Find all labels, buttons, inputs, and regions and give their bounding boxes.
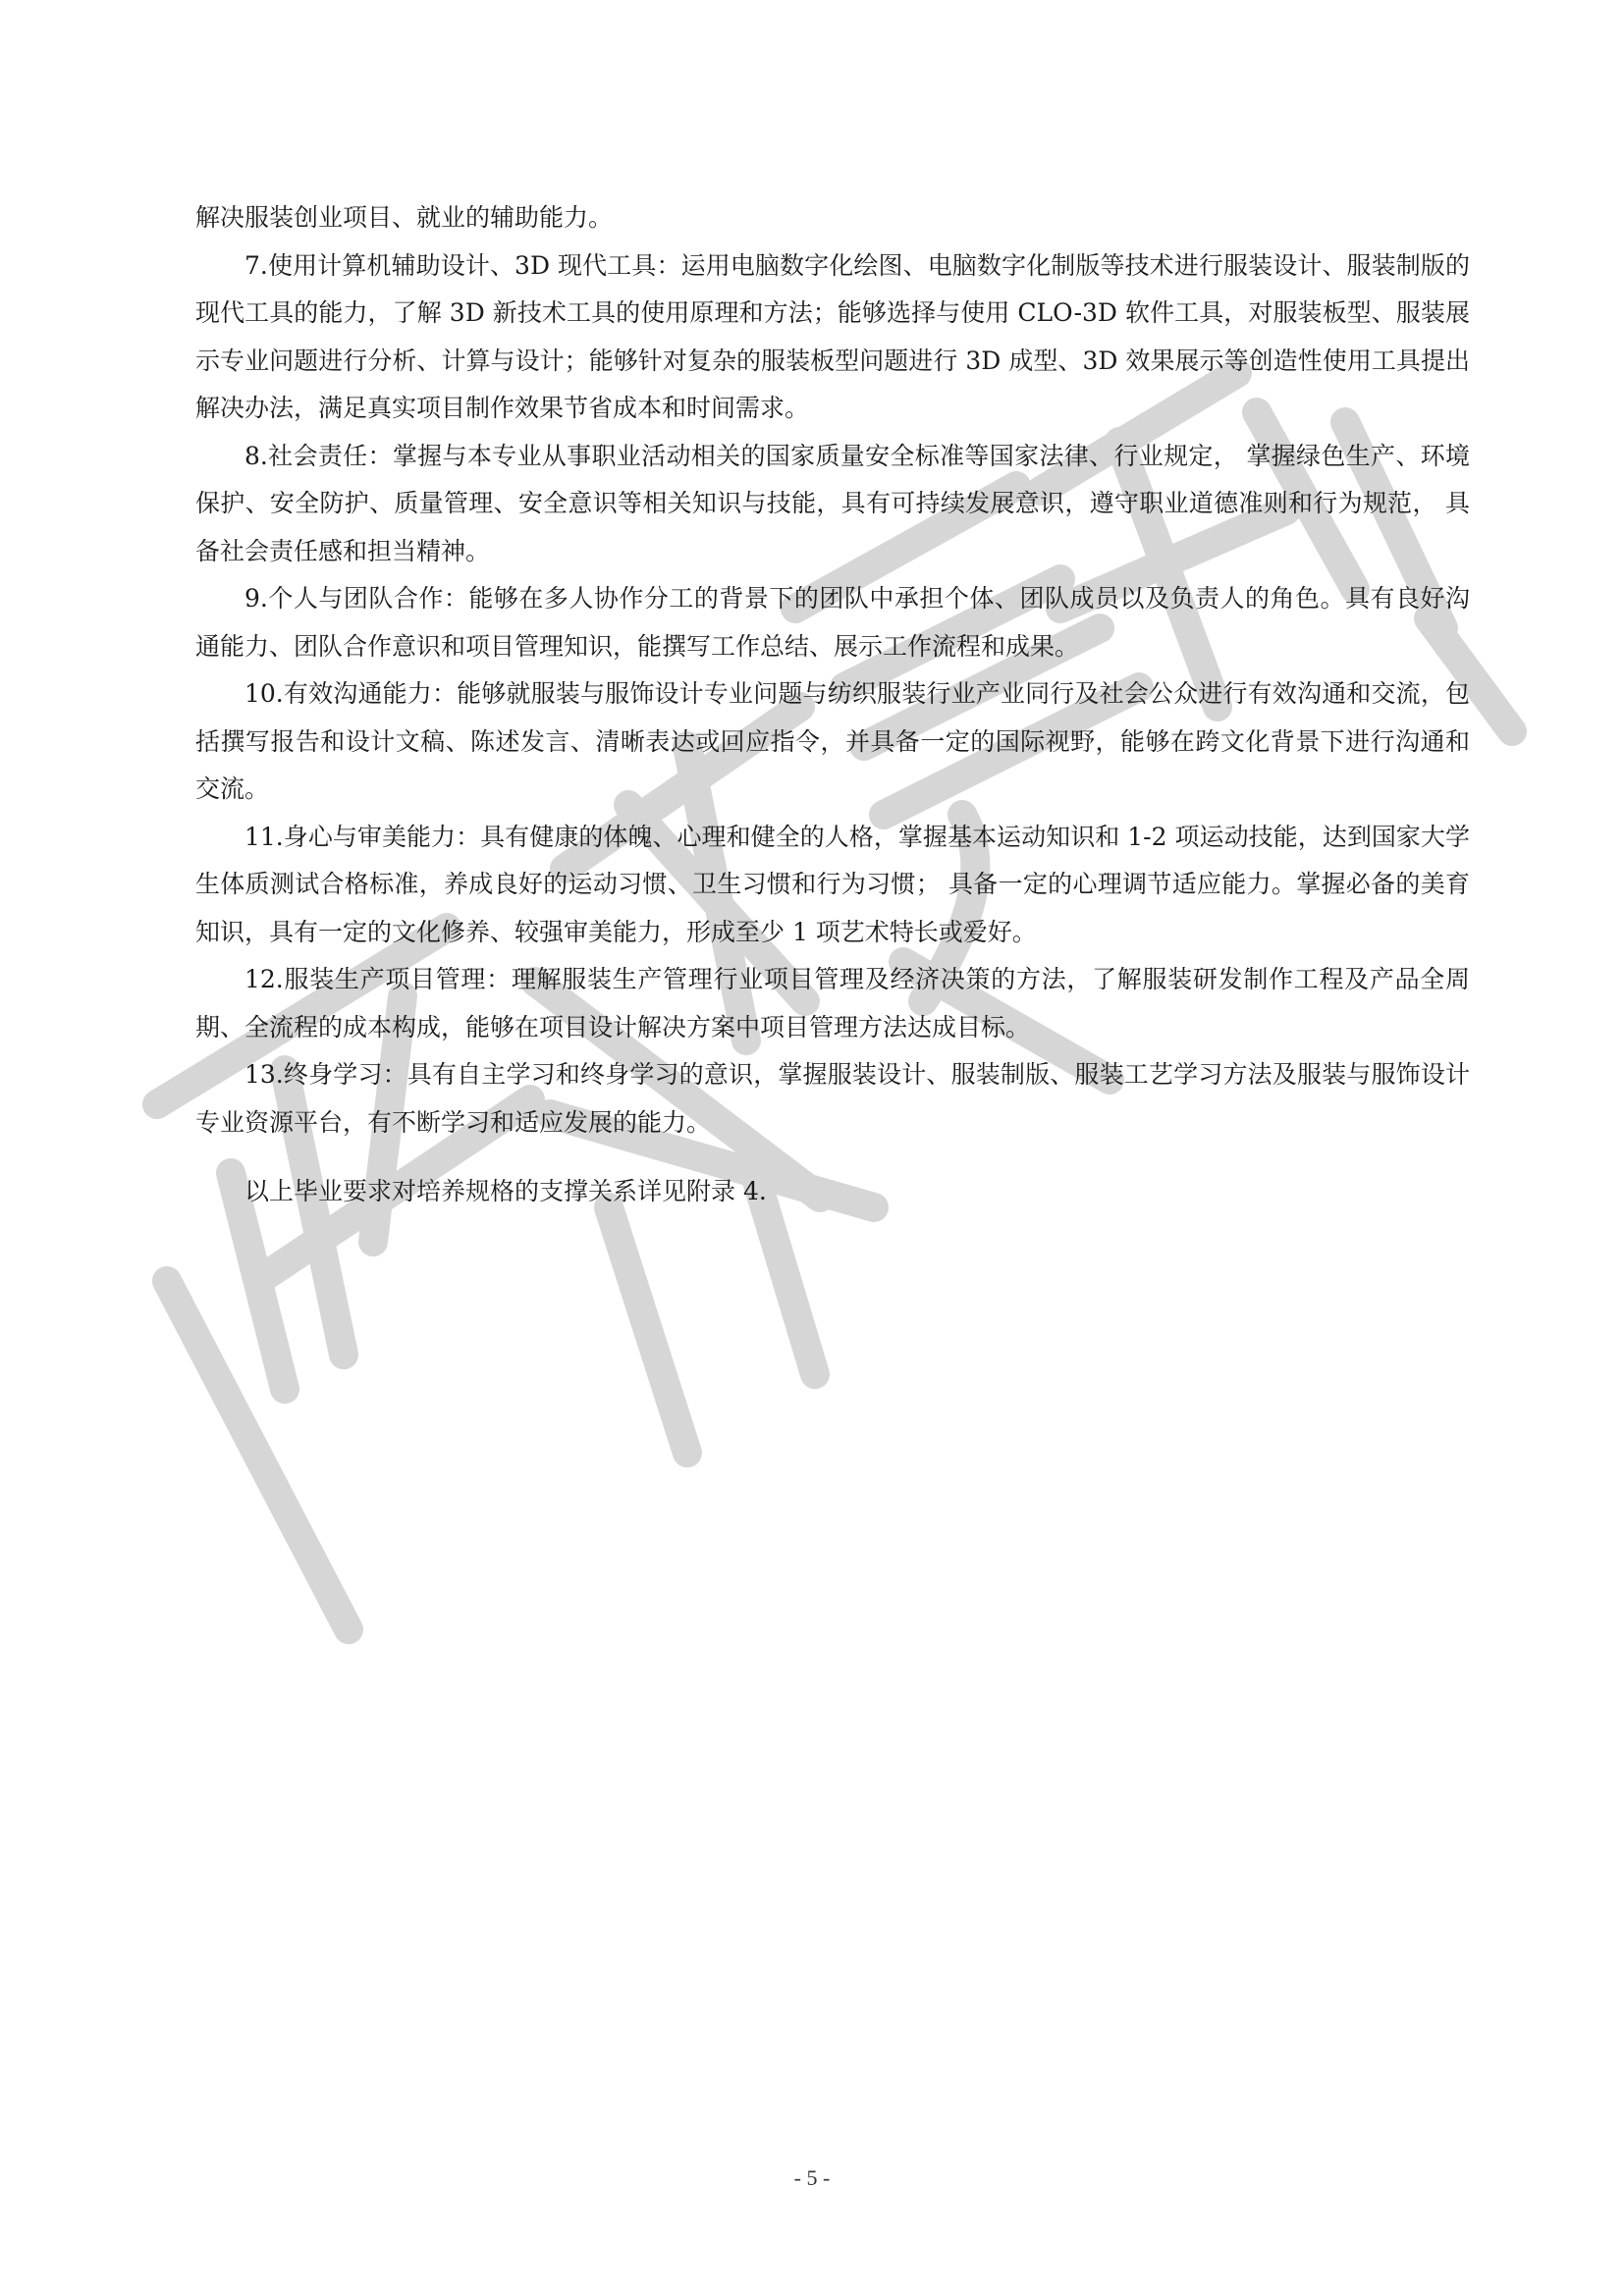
- paragraph-summary: 以上毕业要求对培养规格的支撑关系详见附录 4.: [244, 1177, 767, 1205]
- paragraph-item-7: 7.使用计算机辅助设计、3D 现代工具：运用电脑数字化绘图、电脑数字化制版等技术进行服装设计、服装制版的现代工具的能力，了解 3D 新技术工具的使用原理和方法；能够选择与使用 CLO-3D 软件工具，对服装板型、服装展示专业问题进行分析、计算与设计；能够针对复杂的服装板型问题进行 3D 成型、3D 效果展示等创造性使用工具提出解决办法，满足真实项目制作效果节省成本和时间需求。: [195, 250, 1470, 422]
- paragraph-continuation: 解决服装创业项目、就业的辅助能力。: [195, 203, 614, 232]
- paragraph-item-13: 13.终身学习：具有自主学习和终身学习的意识，掌握服装设计、服装制版、服装工艺学习方法及服装与服饰设计专业资源平台，有不断学习和适应发展的能力。: [195, 1060, 1470, 1137]
- watermark-stroke: [609, 1207, 687, 1453]
- document-body: [195, 194, 1470, 1216]
- paragraph-item-8: 8.社会责任：掌握与本专业从事职业活动相关的国家质量安全标准等国家法律、行业规定， 掌握绿色生产、环境保护、安全防护、质量管理、安全意识等相关知识与技能，具有可持续发展意识，遵守职业道德准则和行为规范， 具备社会责任感和担当精神。: [195, 441, 1470, 565]
- paragraph-item-12: 12.服装生产项目管理：理解服装生产管理行业项目管理及经济决策的方法，了解服装研发制作工程及产品全周期、全流程的成本构成，能够在项目设计解决方案中项目管理方法达成目标。: [195, 965, 1470, 1041]
- watermark-stroke: [167, 1281, 349, 1629]
- page-number: - 5 -: [793, 2165, 831, 2190]
- paragraph-item-11: 11.身心与审美能力：具有健康的体魄、心理和健全的人格，掌握基本运动知识和 1-2 项运动技能，达到国家大学生体质测试合格标准，养成良好的运动习惯、卫生习惯和行为习惯； 具备一定的心理调节适应能力。掌握必备的美育知识，具有一定的文化修养、较强审美能力，形成至少 1 项艺术特长或爱好。: [195, 822, 1470, 946]
- paragraph-item-10: 10.有效沟通能力：能够就服装与服饰设计专业问题与纺织服装行业产业同行及社会公众进行有效沟通和交流，包括撰写报告和设计文稿、陈述发言、清晰表达或回应指令，并具备一定的国际视野，能够在跨文化背景下进行沟通和交流。: [195, 679, 1470, 803]
- paragraph-item-9: 9.个人与团队合作：能够在多人协作分工的背景下的团队中承担个体、团队成员以及负责人的角色。具有良好沟通能力、团队合作意识和项目管理知识，能撰写工作总结、展示工作流程和成果。: [195, 584, 1470, 661]
